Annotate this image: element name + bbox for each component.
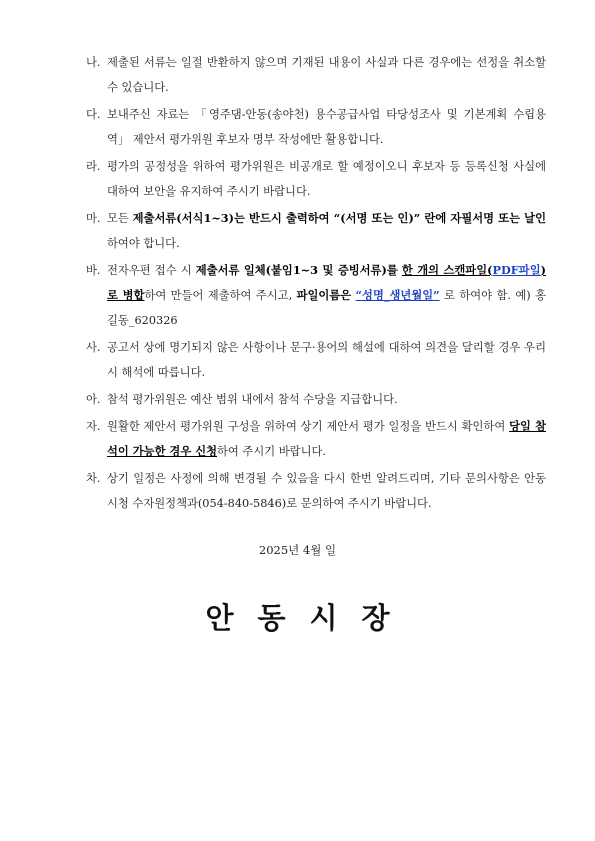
item-marker: 바. xyxy=(86,264,101,277)
filename-format: “성명_생년월일” xyxy=(355,288,440,302)
item-text: 하여 주시기 바랍니다. xyxy=(217,445,327,458)
item-marker: 아. xyxy=(86,393,101,406)
item-marker: 사. xyxy=(86,341,101,354)
list-item-ra xyxy=(86,154,546,204)
emphasis-text: 제출서류 일체(붙임1~3 및 증빙서류)를 xyxy=(195,263,398,277)
item-text: 로 하여야 함. 예) 홍길동_620326 xyxy=(107,289,546,327)
item-marker: 나. xyxy=(86,56,101,69)
list-item-na xyxy=(86,50,546,100)
item-text: 제출된 서류는 일절 반환하지 않으며 기재된 내용이 사실과 다른 경우에는 선정을 취소할 수 있습니다. xyxy=(107,56,546,94)
item-marker: 라. xyxy=(86,160,101,173)
item-marker: 다. xyxy=(86,108,101,121)
item-marker: 마. xyxy=(86,212,101,225)
emphasis-underlined: 당일 참석이 가능한 경우 신청 xyxy=(107,419,546,458)
emphasis-text: 파일이름은 xyxy=(296,288,352,302)
item-text: 하여 만들어 제출하여 주시고, xyxy=(144,289,297,302)
item-text: 참석 평가위원은 예산 범위 내에서 참석 수당을 지급합니다. xyxy=(107,393,398,406)
emphasis-underlined: )로 병합 xyxy=(107,263,546,302)
item-text: 원활한 제안서 평가위원 구성을 위하여 상기 제안서 평가 일정을 반드시 확인하여 xyxy=(107,420,510,433)
item-text: 전자우편 접수 시 xyxy=(107,264,196,277)
item-marker: 차. xyxy=(86,472,101,485)
item-text: 하여야 합니다. xyxy=(107,237,180,250)
notice-list xyxy=(86,50,546,518)
list-item-da xyxy=(86,102,546,152)
item-text: 공고서 상에 명기되지 않은 사항이나 문구·용어의 해설에 대하여 의견을 달리할 경우 우리 시 해석에 따릅니다. xyxy=(107,341,546,379)
list-item-sa xyxy=(86,335,546,385)
list-item-ba xyxy=(86,258,546,333)
item-text: 보내주신 자료는 「영주댐-안동(송야천) 용수공급사업 타당성조사 및 기본계획 수립용역」 제안서 평가위원 후보자 명부 작성에만 활용합니다. xyxy=(107,108,546,146)
item-text: 상기 일정은 사정에 의해 변경될 수 있음을 다시 한번 알려드리며, 기타 문의사항은 안동시청 수자원정책과(054-840-5846)로 문의하여 주시기 바랍니다. xyxy=(107,472,546,510)
item-text: 평가의 공정성을 위하여 평가위원은 비공개로 할 예정이오니 후보자 등 등록신청 사실에 대하여 보안을 유지하여 주시기 바랍니다. xyxy=(107,160,546,198)
document-date: 2025년 4월 일 xyxy=(258,543,337,557)
list-item-ma xyxy=(86,206,546,256)
list-item-cha xyxy=(86,466,546,516)
list-item-a xyxy=(86,387,546,412)
emphasis-text: 제출서류(서식1~3)는 반드시 출력하여 “(서명 또는 인)” 란에 자필서명 또는 날인 xyxy=(132,211,546,225)
issuer-signature: 안동시장 xyxy=(205,601,414,635)
list-item-ja xyxy=(86,414,546,464)
item-text: 모든 xyxy=(107,212,133,225)
item-marker: 자. xyxy=(86,420,101,433)
emphasis-underlined: 한 개의 스캔파일( xyxy=(401,263,493,277)
pdf-highlight: PDF파일 xyxy=(492,263,541,277)
